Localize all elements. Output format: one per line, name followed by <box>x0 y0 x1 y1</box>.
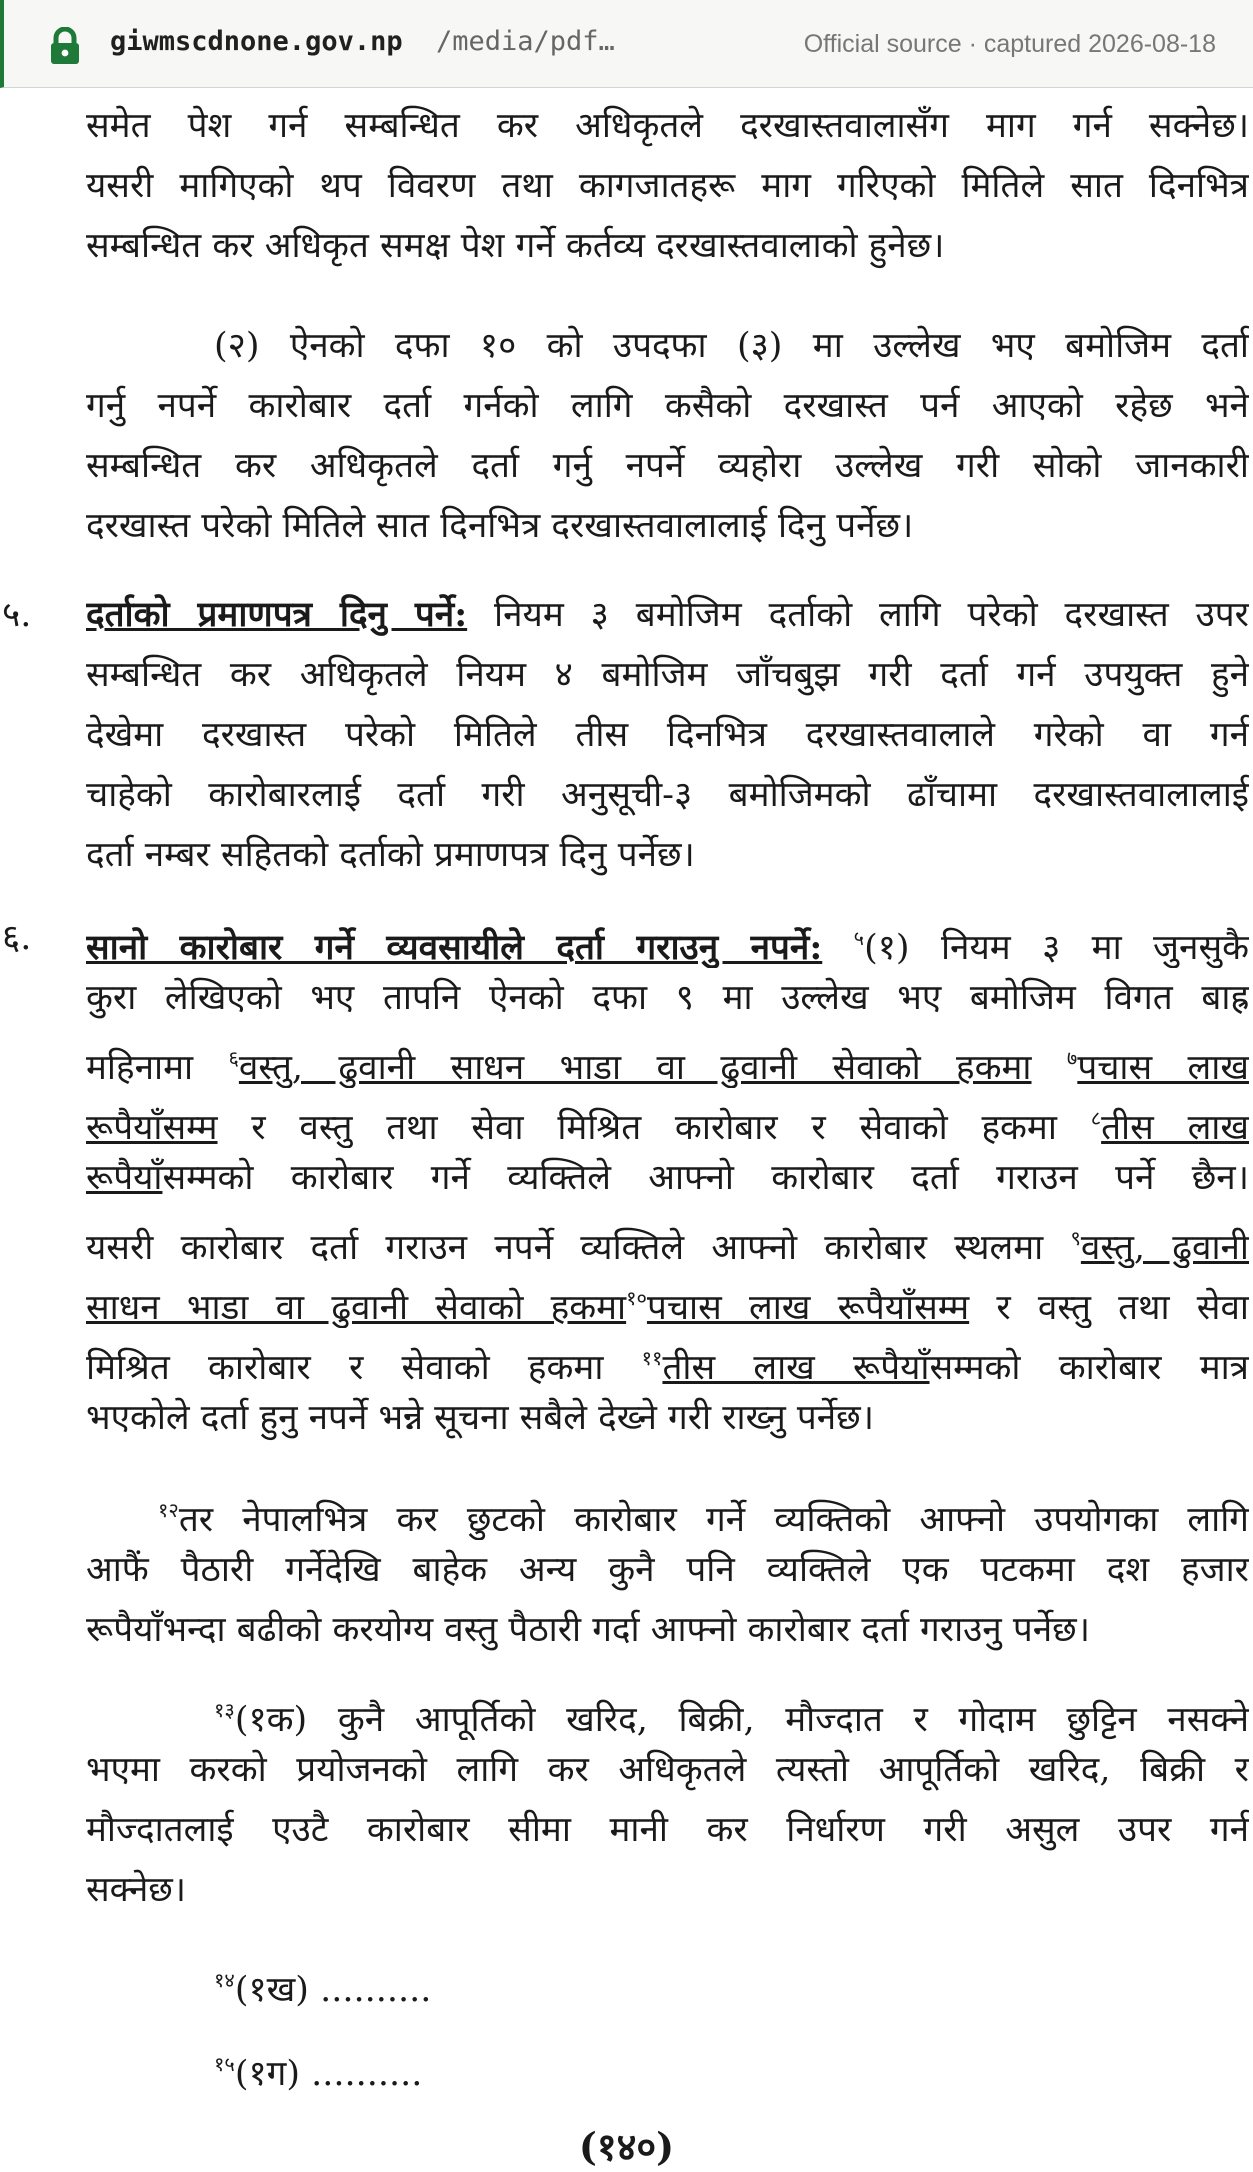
text-run: (१) नियम ३ मा जुनसुकै <box>864 928 1249 968</box>
text-line <box>86 1268 1249 1328</box>
text-run: ँसम्मको कारोबार गर्ने व्यक्तिले आफ्नो कारोबार दर्ता गराउन पर्ने छैन। <box>162 1158 1249 1198</box>
url-path[interactable]: /media/pdf… <box>436 26 615 57</box>
text-line <box>86 1028 1249 1088</box>
section-6-heading: सानो कारोबार गर्ने व्यवसायीले दर्ता गराउनु नपर्ने: <box>86 927 823 968</box>
subrule-1ga-line <box>214 2034 1114 2094</box>
text-line: यसरी मागिएको थप विवरण तथा कागजातहरू माग गरिएको मितिले सात दिनभित्र <box>86 166 1249 206</box>
text-line: सक्नेछ। <box>86 1870 187 1910</box>
text-line: रूपैयाँभन्दा बढीको करयोग्य वस्तु पैठारी गर्दा आफ्नो कारोबार दर्ता गराउनु पर्नेछ। <box>86 1610 1090 1650</box>
text-line <box>86 1088 1249 1148</box>
section-6-first-line <box>86 908 1249 968</box>
amended-text: रूपैयाँसम्म <box>86 1108 218 1148</box>
amended-text: रूपैया <box>86 1158 163 1198</box>
source-note: Official source · captured 2026-08-18 <box>803 30 1216 58</box>
text-line <box>86 1328 1249 1388</box>
amended-text: तीस लाख रूपैयाँ <box>662 1348 930 1388</box>
browser-address-bar <box>0 0 1253 88</box>
amended-text: तीस लाख <box>1101 1108 1249 1148</box>
footnote-ref: ६ <box>228 1046 239 1070</box>
amended-text: वस्तु, ढुवानी <box>1080 1228 1249 1268</box>
text-run: (१ख) .......... <box>234 1970 432 2010</box>
text-run: (१ग) .......... <box>234 2054 423 2094</box>
text-line: सम्बन्धित कर अधिकृतले दर्ता गर्नु नपर्ने व्यहोरा उल्लेख गरी सोको जानकारी <box>86 446 1249 486</box>
footnote-ref: १३ <box>214 1698 235 1722</box>
amended-text: वस्तु, ढुवानी साधन भाडा वा ढुवानी सेवाको हकमा <box>238 1048 1032 1088</box>
amended-text: पचास लाख <box>1077 1048 1249 1088</box>
footnote-ref: ८ <box>1090 1106 1102 1130</box>
text-run: महिनामा <box>86 1048 229 1088</box>
text-line: दरखास्त परेको मितिले सात दिनभित्र दरखास्तवालालाई दिनु पर्नेछ। <box>86 506 914 546</box>
text-line: चाहेको कारोबारलाई दर्ता गरी अनुसूची-३ बमोजिमको ढाँचामा दरखास्तवालालाई <box>86 775 1249 815</box>
text-line <box>86 1148 1249 1208</box>
amended-text: साधन भाडा वा ढुवानी सेवाको हकमा <box>86 1288 627 1328</box>
text-line: समेत पेश गर्न सम्बन्धित कर अधिकृतले दरखास्तवालासँग माग गर्न सक्नेछ। <box>86 106 1249 146</box>
subrule-1ka-line <box>214 1680 1249 1740</box>
footnote-ref: ७ <box>1066 1046 1078 1070</box>
text-line: मौज्दातलाई एउटै कारोबार सीमा मानी कर निर्धारण गरी असुल उपर गर्न <box>86 1810 1249 1850</box>
lock-icon[interactable] <box>48 27 82 65</box>
text-line: भएमा करको प्रयोजनको लागि कर अधिकृतले त्यस्तो आपूर्तिको खरिद, बिक्री र <box>86 1750 1249 1790</box>
text-line: आफैं पैठारी गर्नेदेखि बाहेक अन्य कुनै पनि व्यक्तिले एक पटकमा दश हजार <box>86 1550 1249 1590</box>
footnote-ref: १४ <box>214 1968 235 1992</box>
footnote-ref: १० <box>626 1286 647 1310</box>
text-line: सम्बन्धित कर अधिकृतले नियम ४ बमोजिम जाँचबुझ गरी दर्ता गर्न उपयुक्त हुने <box>86 655 1249 695</box>
footnote-ref: १५ <box>214 2052 235 2076</box>
section-5-number: ५. <box>2 595 32 635</box>
text-run: (१क) कुनै आपूर्तिको खरिद, बिक्री, मौज्दात र गोदाम छुट्टिन नसक्ने <box>234 1700 1249 1740</box>
text-line: सम्बन्धित कर अधिकृत समक्ष पेश गर्ने कर्तव्य दरखास्तवालाको हुनेछ। <box>86 226 945 266</box>
text-line: कुरा लेखिएको भए तापनि ऐनको दफा ९ मा उल्लेख भए बमोजिम विगत बाह्र <box>86 978 1249 1018</box>
section-5-heading: दर्ताको प्रमाणपत्र दिनु पर्ने: <box>86 594 468 635</box>
proviso-line <box>158 1480 1249 1540</box>
text-line: देखेमा दरखास्त परेको मितिले तीस दिनभित्र दरखास्तवालाले गरेको वा गर्न <box>86 715 1249 755</box>
text-run: मिश्रित कारोबार र सेवाको हकमा <box>86 1348 642 1388</box>
text-run <box>1032 1048 1067 1088</box>
text-run: सम्मको कारोबार मात्र <box>929 1348 1249 1388</box>
page-number: (१४०) <box>578 2124 675 2169</box>
text-line: दर्ता नम्बर सहितको दर्ताको प्रमाणपत्र दिनु पर्नेछ। <box>86 835 695 875</box>
text-run: नियम ३ बमोजिम दर्ताको लागि परेको दरखास्त उपर <box>467 595 1249 635</box>
text-line <box>86 1208 1249 1268</box>
text-run: तर नेपालभित्र कर छुटको कारोबार गर्ने व्यक्तिको आफ्नो उपयोगका लागि <box>178 1500 1249 1540</box>
footnote-ref: ११ <box>641 1346 663 1370</box>
text-run: र वस्तु तथा सेवा <box>969 1288 1249 1328</box>
text-run: यसरी कारोबार दर्ता गराउन नपर्ने व्यक्तिले आफ्नो कारोबार स्थलमा <box>86 1228 1071 1268</box>
section-6-number: ६. <box>2 918 32 958</box>
text-line: गर्नु नपर्ने कारोबार दर्ता गर्नको लागि कसैको दरखास्त पर्न आएको रहेछ भने <box>86 386 1249 426</box>
text-line: भएकोले दर्ता हुनु नपर्ने भन्ने सूचना सबैले देख्ने गरी राख्नु पर्नेछ। <box>86 1398 874 1438</box>
url-domain[interactable]: giwmscdnone.gov.np <box>110 26 403 57</box>
footnote-ref: १२ <box>158 1498 179 1522</box>
footnote-ref: ९ <box>1070 1226 1081 1250</box>
footnote-ref: ५ <box>853 926 865 950</box>
amended-text: पचास लाख रूपैयाँसम्म <box>646 1288 970 1328</box>
subsection-2-line: (२) ऐनको दफा १० को उपदफा (३) मा उल्लेख भए बमोजिम दर्ता <box>214 326 1249 366</box>
section-5-first-line <box>86 585 1249 645</box>
text-run: र वस्तु तथा सेवा मिश्रित कारोबार र सेवाको हकमा <box>217 1108 1091 1148</box>
subrule-1kha-line <box>214 1950 1114 2010</box>
